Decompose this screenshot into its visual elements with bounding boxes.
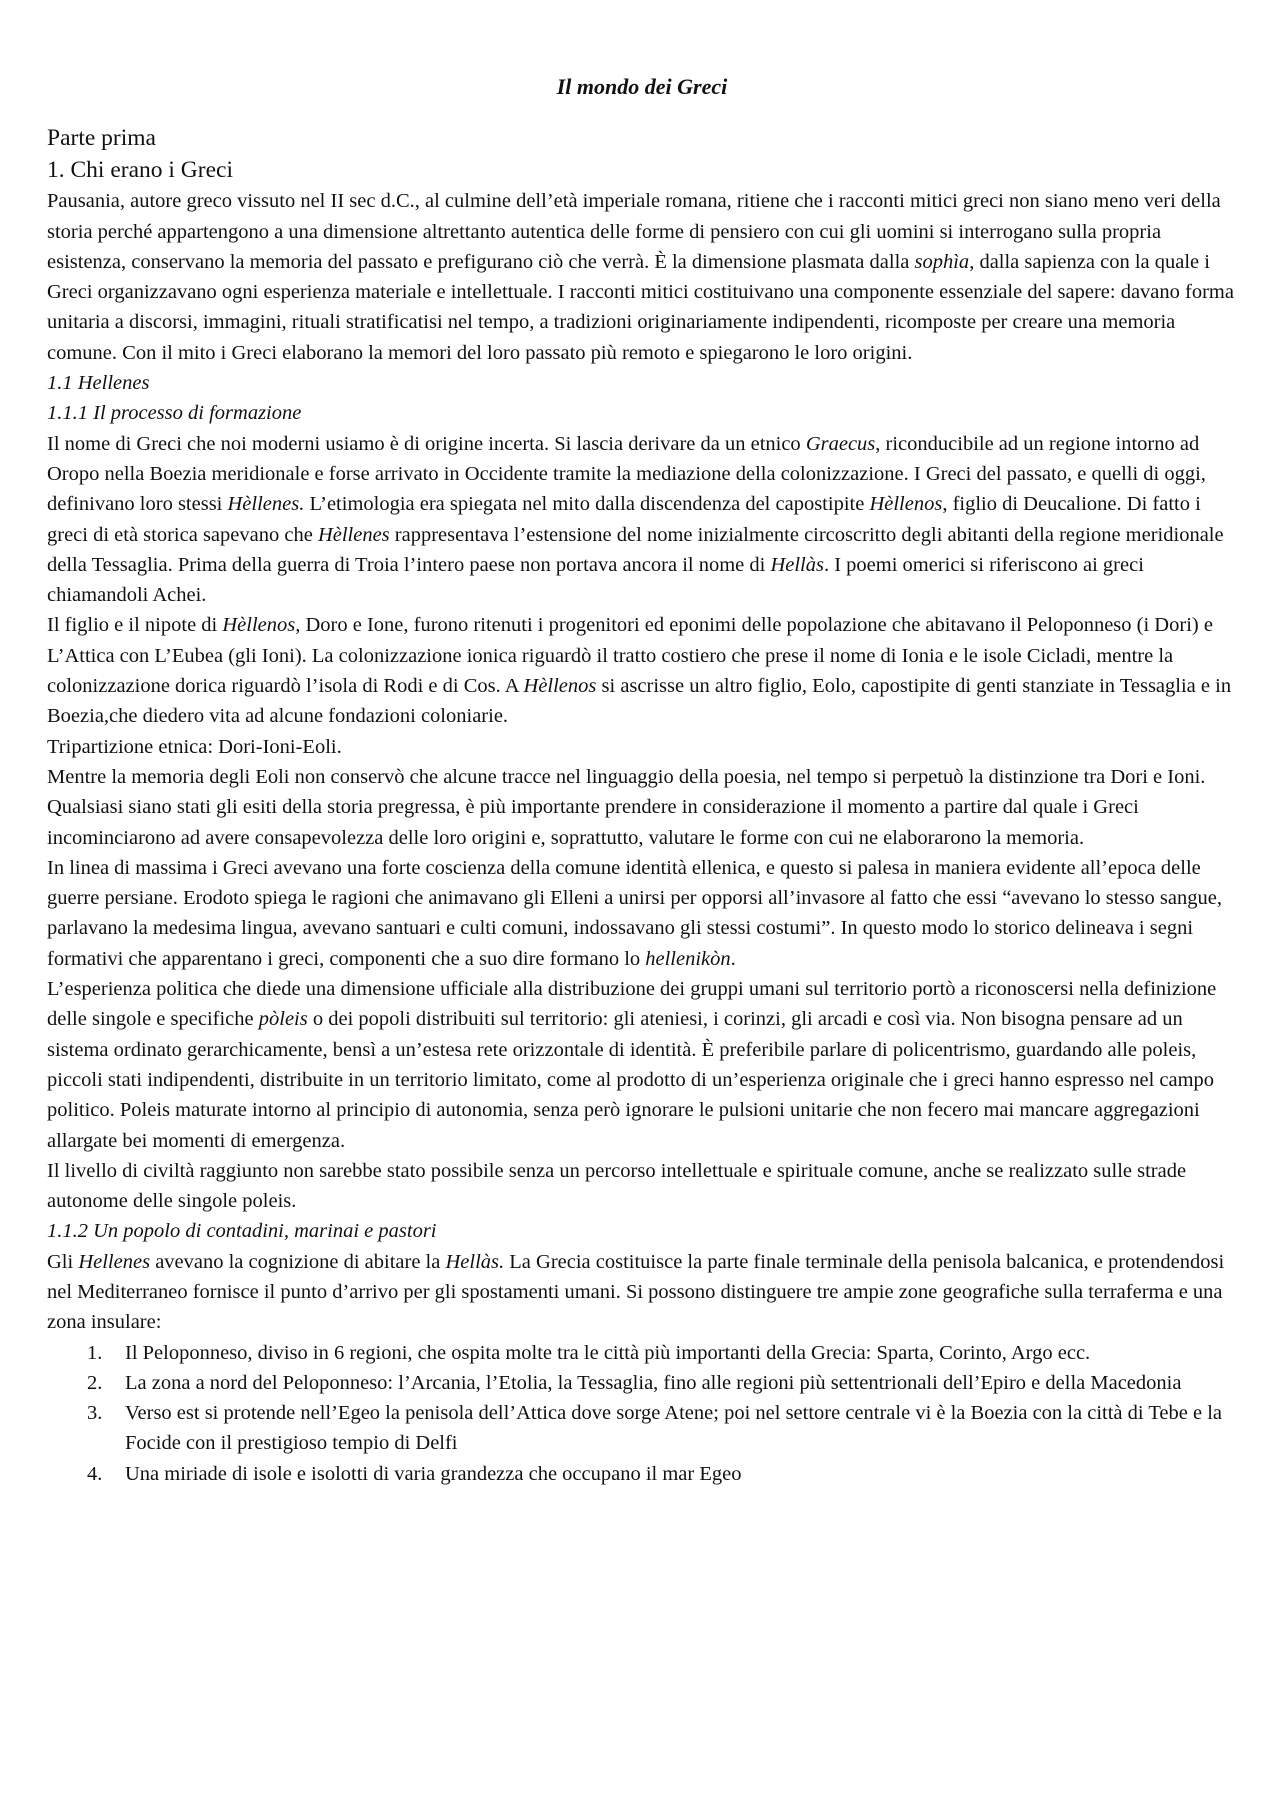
paragraph-3: Il figlio e il nipote di Hèllenos, Doro e Ione, furono ritenuti i progenitori ed eponimi delle popolazione che abitavano il Peloponneso (i Dori) e L’Attica con L’Eubea (gli Ioni). La colonizzazione ionica riguardò il tratto costiero che prese il nome di Ionia e le isole Cicladi, mentre la colonizzazione dorica riguardò l’isola di Rodi e di Cos. A Hèllenos si ascrisse un altro figlio, Eolo, capostipite di genti stanziate in Tessaglia e in Boezia,che diedero vita ad alcune fondazioni coloniarie. — [47, 614, 1232, 728]
chapter-heading: 1. Chi erano i Greci — [47, 157, 233, 184]
list-item-text: La zona a nord del Peloponneso: l’Arcania, l’Etolia, la Tessaglia, fino alle regioni più settentrionali dell’Epiro e della Macedonia — [125, 1371, 1182, 1394]
paragraph-1: Pausania, autore greco vissuto nel II sec d.C., al culmine dell’età imperiale romana, ritiene che i racconti mitici greci non siano meno veri della storia perché appartengono a una dimensione altrettanto autentica delle forme di pensiero con cui gli uomini si interrogano sulla propria esistenza, conservano la memoria del passato e prefigurano ciò che verrà. È la dimensione plasmata dalla sophìa, dalla sapienza con la quale i Greci organizzavano ogni esperienza materiale e intellettuale. I racconti mitici costituivano una componente essenziale del sapere: davano forma unitaria a discorsi, immagini, rituali stratificatisi nel tempo, a tradizioni originariamente indipendenti, ricomposte per creare una memoria comune. Con il mito i Greci elaborano la memori del loro passato più remoto e spiegarono le loro origini. — [47, 190, 1234, 364]
section-heading-1-1-1: 1.1.1 Il processo di formazione — [47, 402, 302, 425]
list-item — [47, 1368, 1237, 1398]
list-item-number: 4. — [87, 1462, 103, 1485]
paragraph-4: Tripartizione etnica: Dori-Ioni-Eoli. — [47, 735, 342, 758]
list-item-text: Una miriade di isole e isolotti di varia grandezza che occupano il mar Egeo — [125, 1462, 742, 1485]
list-item-number: 2. — [87, 1371, 103, 1394]
paragraph-9: Il livello di civiltà raggiunto non sarebbe stato possibile senza un percorso intellettuale e spirituale comune, anche se realizzato sulle strade autonome delle singole poleis. — [47, 1159, 1187, 1213]
document-page — [47, 72, 1237, 1489]
section-heading-1-1: 1.1 Hellenes — [47, 372, 150, 395]
list-item-text: Il Peloponneso, diviso in 6 regioni, che ospita molte tra le città più importanti della Grecia: Sparta, Corinto, Argo ecc. — [125, 1341, 1091, 1364]
list-item — [47, 1398, 1237, 1459]
document-title: Il mondo dei Greci — [556, 74, 728, 99]
paragraph-6: Qualsiasi siano stati gli esiti della storia pregressa, è più importante prendere in considerazione il momento a partire dal quale i Greci incominciarono ad avere consapevolezza delle loro origini e, soprattutto, valutare le forme con cui ne elaborarono la memoria. — [47, 796, 1139, 849]
regions-list — [47, 1338, 1237, 1489]
list-item-number: 1. — [87, 1341, 103, 1364]
paragraph-2: Il nome di Greci che noi moderni usiamo è di origine incerta. Si lascia derivare da un etnico Graecus, riconducibile ad un regione intorno ad Oropo nella Boezia meridionale e forse arrivato in Occidente tramite la mediazione della colonizzazione. I Greci del passato, e quelli di oggi, definivano loro stessi Hèllenes. L’etimologia era spiegata nel mito dalla discendenza del capostipite Hèllenos, figlio di Deucalione. Di fatto i greci di età storica sapevano che Hèllenes rappresentava l’estensione del nome inizialmente circoscritto degli abitanti della regione meridionale della Tessaglia. Prima della guerra di Troia l’intero paese non portava ancora il nome di Hellàs. I poemi omerici si riferiscono ai greci chiamandoli Achei. — [47, 432, 1224, 607]
list-item-number: 3. — [87, 1402, 103, 1425]
part-heading: Parte prima — [47, 125, 156, 152]
paragraph-8: L’esperienza politica che diede una dimensione ufficiale alla distribuzione dei gruppi umani sul territorio portò a riconoscersi nella definizione delle singole e specifiche pòleis o dei popoli distribuiti sul territorio: gli ateniesi, i corinzi, gli arcadi e così via. Non bisogna pensare ad un sistema ordinato gerarchicamente, bensì a un’estesa rete orizzontale di identità. È preferibile parlare di policentrismo, guardando alle poleis, piccoli stati indipendenti, distribuite in un territorio limitato, come al prodotto di un’esperienza originale che i greci hanno espresso nel campo politico. Poleis maturate intorno al principio di autonomia, senza però ignorare le pulsioni unitarie che non fecero mai mancare aggregazioni allargate bei momenti di emergenza. — [47, 978, 1217, 1152]
paragraph-7: In linea di massima i Greci avevano una forte coscienza della comune identità ellenica, e questo si palesa in maniera evidente all’epoca delle guerre persiane. Erodoto spiega le ragioni che animavano gli Elleni a unirsi per opporsi all’invasore al fatto che essi “avevano lo stesso sangue, parlavano la medesima lingua, avevano santuari e culti comuni, indossavano gli stessi costumi”. In questo modo lo storico delineava i segni formativi che apparentano i greci, componenti che a suo dire formano lo hellenikòn. — [47, 856, 1222, 970]
list-item — [47, 1459, 1237, 1489]
paragraph-10: Gli Hellenes avevano la cognizione di abitare la Hellàs. La Grecia costituisce la parte finale terminale della penisola balcanica, e protendendosi nel Mediterraneo fornisce il punto d’arrivo per gli spostamenti umani. Si possono distinguere tre ampie zone geografiche sulla terraferma e una zona insulare: — [47, 1250, 1225, 1334]
paragraph-5: Mentre la memoria degli Eoli non conservò che alcune tracce nel linguaggio della poesia, nel tempo si perpetuò la distinzione tra Dori e Ioni. — [47, 765, 1206, 788]
list-item-text: Verso est si protende nell’Egeo la penisola dell’Attica dove sorge Atene; poi nel settore centrale vi è la Boezia con la città di Tebe e la Focide con il prestigioso tempio di Delfi — [125, 1402, 1223, 1455]
list-item — [47, 1338, 1237, 1368]
section-heading-1-1-2: 1.1.2 Un popolo di contadini, marinai e pastori — [47, 1220, 437, 1243]
